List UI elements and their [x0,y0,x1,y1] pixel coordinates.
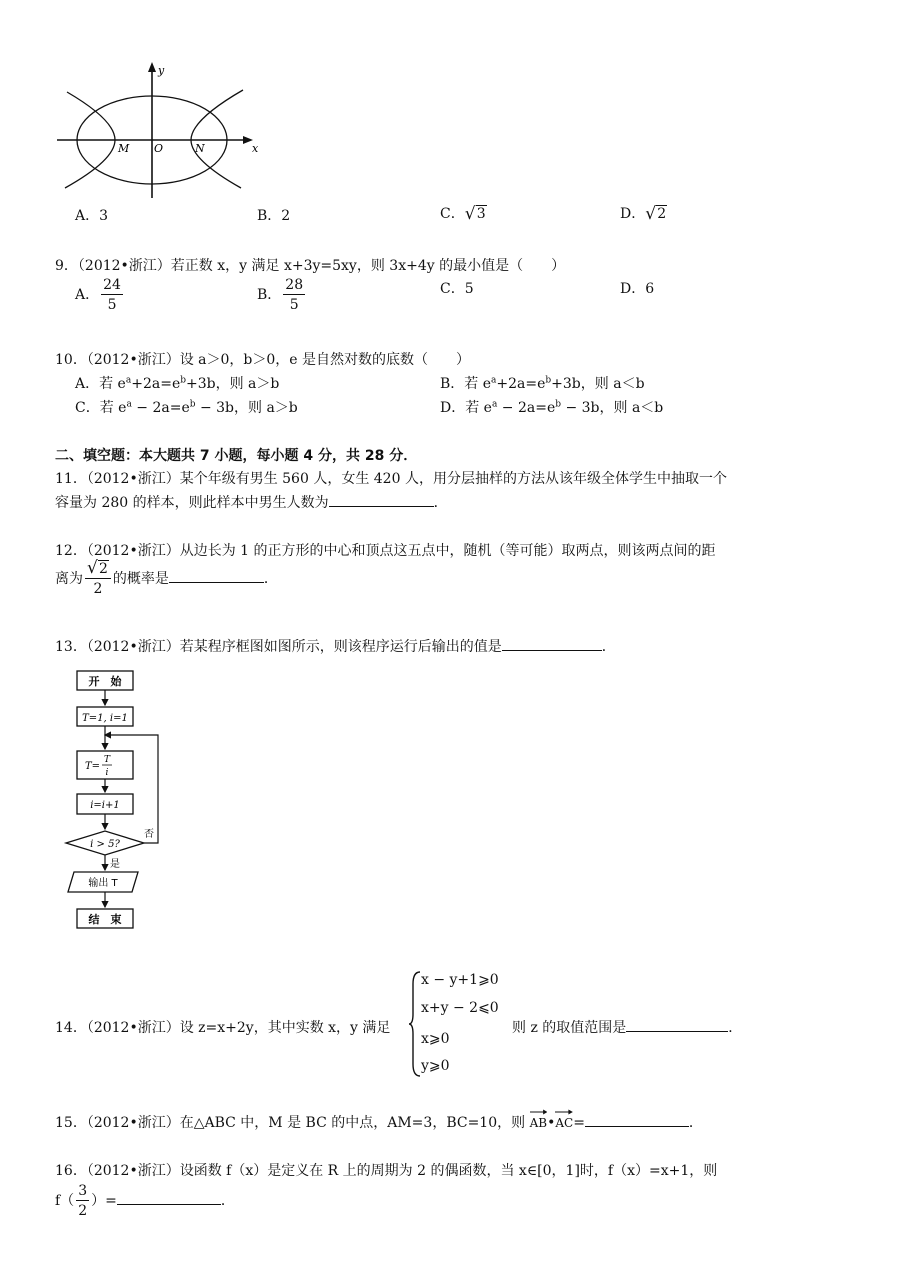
q10-d-pre: D．若 e [440,400,492,416]
q15-vector-ac [555,1116,573,1130]
q14-stem [55,1017,390,1037]
q14-constraint-1: x − y+1⩾0 [421,972,499,988]
q10-option-a [75,373,279,393]
q10-d-sup1: a [491,399,498,410]
q10-c-post: − 3b，则 a＞b [195,400,298,416]
q15-stem [55,1112,703,1132]
q11-line1: 11．（2012•浙江）某个年级有男生 560 人，女生 420 人，用分层抽样的方法从该年级全体学生中抽取一个 [55,471,727,487]
flowchart-start: 开 始 [88,675,122,688]
q15-vector-ab [530,1116,547,1130]
q8-option-a: A．3 [75,208,109,224]
q16-answer-blank[interactable] [117,1190,221,1205]
q10-c-pre: C．若 e [75,400,127,416]
q14-end: ． [728,1020,743,1036]
q9-option-a-denominator: 5 [107,297,117,313]
flowchart-assign-num: T [103,755,111,765]
ellipse-hyperbola-figure [55,60,270,200]
flowchart-no-label: 否 [144,829,154,840]
flowchart-increment: i=i+1 [90,800,120,811]
flowchart-yes-label: 是 [110,859,120,870]
q10-option-b [440,373,645,393]
q8-option-c-radicand: 3 [476,206,486,222]
q8-option-d [620,203,667,223]
q14-tail [512,1017,742,1037]
q9-option-b [257,278,307,312]
q15-vec1-text: AB [529,1116,548,1130]
q10-b-mid: +2a=e [496,376,546,392]
q10-c-sup2: b [189,399,196,410]
q16-numerator: 3 [78,1183,88,1199]
q11-line2-text: 容量为 280 的样本，则此样本中男生人数为 [55,495,329,511]
y-axis-label: y [158,64,165,77]
q15-pre: 15．（2012•浙江）在△ABC 中，M 是 BC 的中点，AM=3，BC=10，则 [55,1115,526,1131]
q14-post: 则 z 的取值范围是 [512,1020,627,1036]
flowchart-output: 输出 T [88,878,118,889]
q16-denominator: 2 [78,1203,88,1219]
q14-constraint-3: x⩾0 [421,1031,450,1047]
q10-d-post: − 3b，则 a＜b [561,400,664,416]
flowchart-assign-den: i [105,768,109,778]
q10-a-pre: A．若 e [75,376,126,392]
q10-a-mid: +2a=e [131,376,181,392]
q15-eq: = [573,1115,585,1131]
q9-option-d: D．6 [620,281,655,297]
q12-denominator: 2 [93,581,103,597]
q9-option-a-numerator: 24 [103,277,121,293]
q16-f-post: ）= [91,1193,117,1209]
point-n-label: N [195,142,205,155]
q9-option-a-prefix: A． [75,287,100,303]
q10-d-mid: − 2a=e [497,400,556,416]
q8-option-c-prefix: C． [440,206,465,222]
q16-line2 [55,1184,235,1218]
q10-stem: 10．（2012•浙江）设 a＞0，b＞0，e 是自然对数的底数（ ） [55,352,471,368]
q8-option-d-radicand: 2 [657,206,667,222]
q10-a-sup1: a [125,375,132,386]
q10-d-sup2: b [555,399,562,410]
q12-end: ． [263,571,278,587]
q10-b-sup2: b [545,375,552,386]
q16-line1: 16．（2012•浙江）设函数 f（x）是定义在 R 上的周期为 2 的偶函数，当 x∈[0，1]时，f（x）=x+1，则 [55,1163,718,1179]
q14-brace [408,970,422,1078]
q10-b-post: +3b，则 a＜b [551,376,645,392]
q12-post: 的概率是 [112,571,169,587]
q9-option-b-numerator: 28 [285,277,304,293]
q12-pre: 离为 [55,571,83,587]
q10-option-d [440,397,663,417]
q15-vec2-text: AC [555,1116,574,1130]
q10-b-sup1: a [491,375,497,386]
q13-stem-end: ． [601,639,616,655]
q9-stem: 9．（2012•浙江）若正数 x，y 满足 x+3y=5xy，则 3x+4y 的最小值是（ ） [55,258,566,274]
flowchart-condition: i > 5? [90,839,120,850]
q11-line2 [55,492,448,512]
flowchart-init: T=1, i=1 [82,713,128,724]
q15-end: ． [688,1115,703,1131]
q10-option-c [75,397,298,417]
origin-label: O [154,142,164,155]
flowchart-end: 结 束 [88,913,122,926]
q16-f-pre: f（ [55,1193,75,1209]
q8-option-d-prefix: D． [620,206,646,222]
q9-option-c: C．5 [440,281,474,297]
q8-option-b: B．2 [257,208,291,224]
q12-answer-blank[interactable] [169,568,264,583]
q14-constraint-2: x+y − 2⩽0 [421,1000,499,1016]
q11-line2-end: ． [433,495,448,511]
q12-line2 [55,562,278,596]
q13-stem-text: 13．（2012•浙江）若某程序框图如图所示，则该程序运行后输出的值是 [55,639,502,655]
point-m-label: M [118,142,130,155]
q8-option-c [440,203,487,223]
flowchart-assign-lhs: T= [84,761,100,772]
q14-constraint-4: y⩾0 [421,1058,450,1074]
q16-end: ． [220,1193,235,1209]
q11-answer-blank[interactable] [329,492,434,507]
section-2-title: 二、填空题：本大题共 7 小题，每小题 4 分，共 28 分． [55,448,418,464]
x-axis-label: x [252,142,259,155]
q15-dot: • [547,1115,556,1131]
q14-pre: 14．（2012•浙江）设 z=x+2y，其中实数 x，y 满足 [55,1020,391,1036]
q10-c-sup1: a [126,399,132,410]
q10-b-pre: B．若 e [440,376,492,392]
q9-option-b-prefix: B． [257,287,282,303]
q15-answer-blank[interactable] [585,1112,689,1127]
q14-answer-blank[interactable] [626,1017,728,1032]
q10-a-sup2: b [180,375,186,386]
program-flowchart [60,665,175,935]
q9-option-b-denominator: 5 [289,297,299,313]
q10-c-mid: − 2a=e [131,400,190,416]
q10-a-post: +3b，则 a＞b [186,376,280,392]
q13-answer-blank[interactable] [502,636,602,651]
q9-option-a [75,278,125,312]
q13-stem [55,636,616,656]
q12-line1: 12．（2012•浙江）从边长为 1 的正方形的中心和顶点这五点中，随机（等可能）取两点，则该两点间的距 [55,543,716,559]
q12-radicand: 2 [99,561,108,577]
